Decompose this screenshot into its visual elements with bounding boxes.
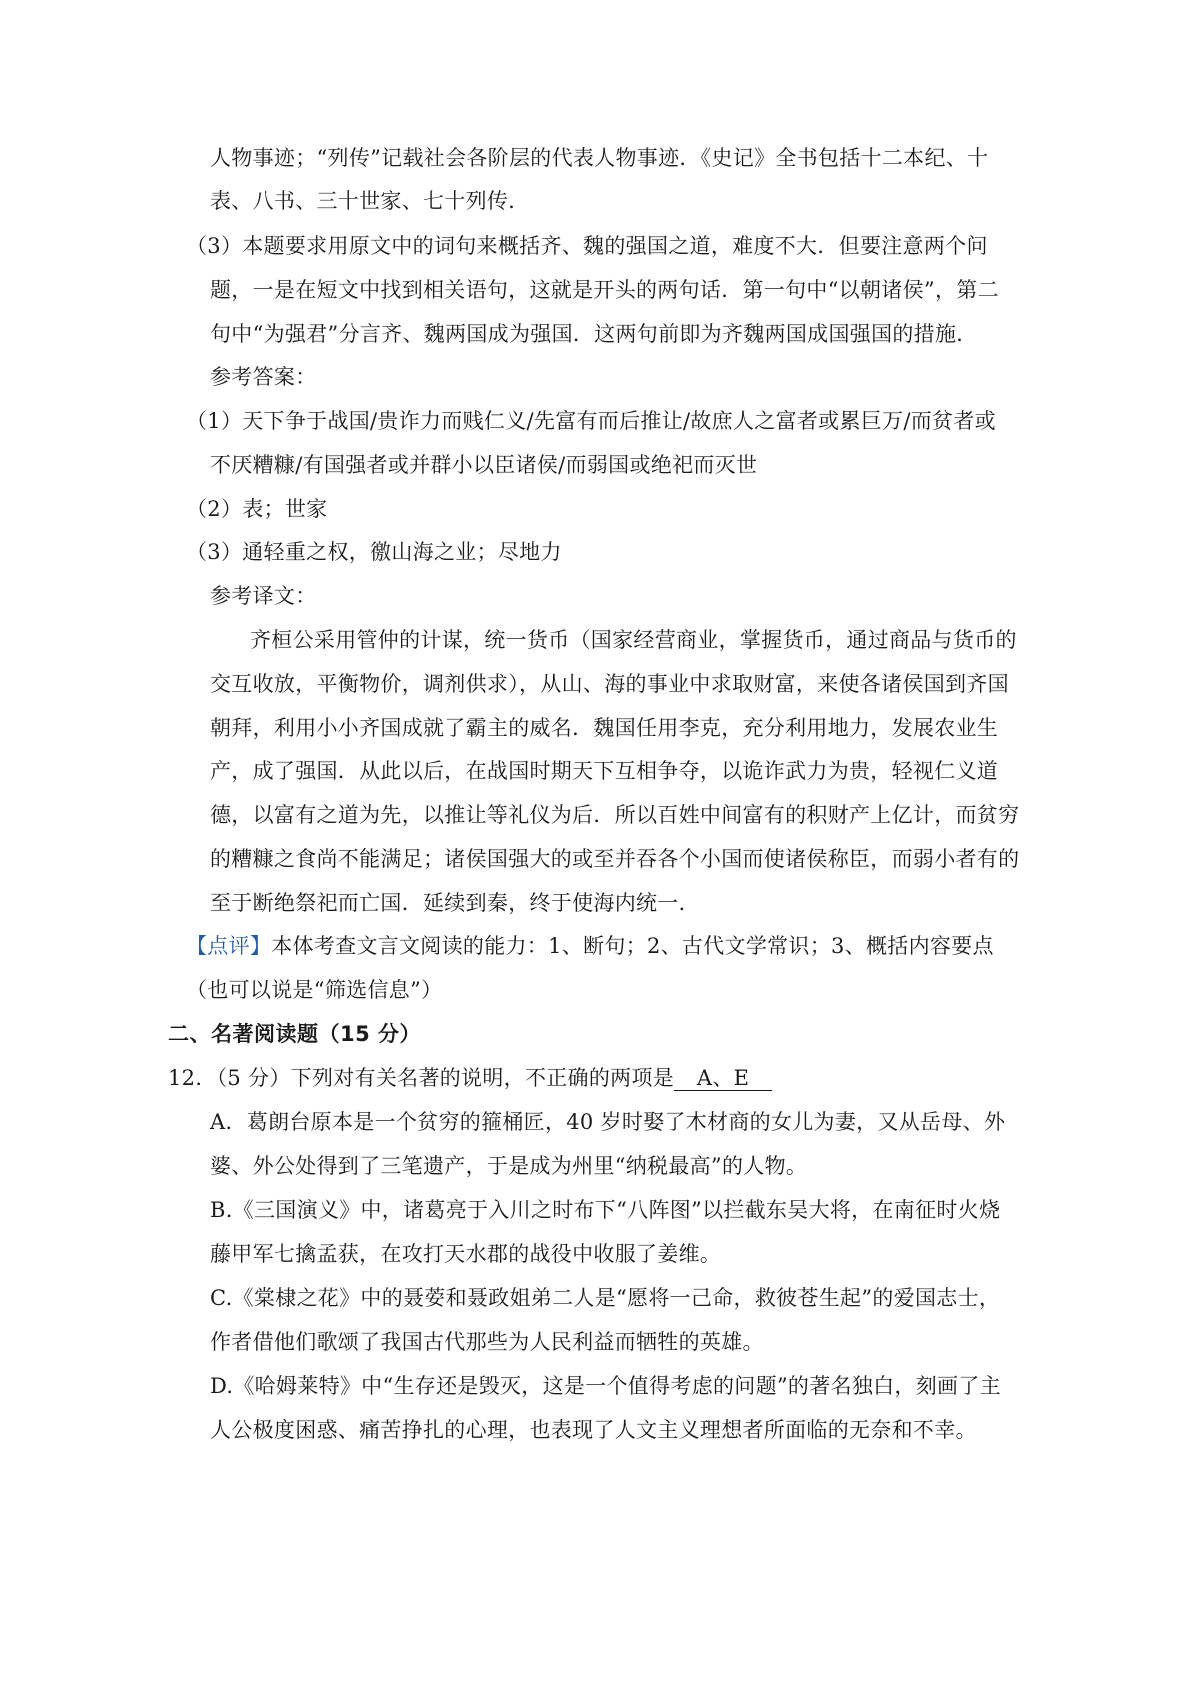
text-line: （1）天下争于战国/贵诈力而贱仁义/先富有而后推让/故庶人之富者或累巨万/而贫者或 <box>186 409 996 433</box>
question-12 <box>168 1064 772 1092</box>
text-line: 人物事迹；“列传”记载社会各阶层的代表人物事迹．《史记》全书包括十二本纪、十 <box>210 146 989 170</box>
question-12-prompt: 12．（5 分）下列对有关名著的说明，不正确的两项是 <box>168 1066 675 1090</box>
option-c-line: 作者借他们歌颂了我国古代那些为人民利益而牺牲的英雄。 <box>210 1330 764 1354</box>
text-line: 德，以富有之道为先，以推让等礼仪为后．所以百姓中间富有的积财产上亿计，而贫穷 <box>210 803 1020 827</box>
option-d-line: D.《哈姆莱特》中“生存还是毁灭，这是一个值得考虑的问题”的著名独白，刻画了主 <box>210 1374 1001 1398</box>
question-12-answer: A、E <box>674 1066 772 1091</box>
comment-line <box>186 932 994 960</box>
text-line: （3）通轻重之权，徼山海之业；尽地力 <box>186 540 562 564</box>
text-line: 产，成了强国．从此以后，在战国时期天下互相争夺，以诡诈武力为贵，轻视仁义道 <box>210 759 999 783</box>
text-line: 表、八书、三十世家、七十列传． <box>210 189 530 213</box>
option-a-line: 婆、外公处得到了三笔遗产，于是成为州里“纳税最高”的人物。 <box>210 1154 808 1178</box>
comment-tag: 【点评】 <box>186 934 272 958</box>
text-line: 至于断绝祭祀而亡国．延续到秦，终于使海内统一． <box>210 891 700 915</box>
text-line: 句中“为强君”分言齐、魏两国成为强国．这两句前即为齐魏两国成国强国的措施． <box>210 322 978 346</box>
text-line: 朝拜，利用小小齐国成就了霸主的威名．魏国任用李克，充分利用地力，发展农业生 <box>210 716 999 740</box>
section-heading: 二、名著阅读题（15 分） <box>168 1022 422 1046</box>
text-line: 题，一是在短文中找到相关语句，这就是开头的两句话．第一句中“以朝诸侯”，第二 <box>210 278 999 302</box>
text-line: 的糟糠之食尚不能满足；诸侯国强大的或至并吞各个小国而使诸侯称臣，而弱小者有的 <box>210 847 1020 871</box>
text-line: （也可以说是“筛选信息”） <box>186 978 443 1002</box>
comment-text: 本体考查文言文阅读的能力：1、断句；2、古代文学常识；3、概括内容要点 <box>271 934 994 958</box>
text-line: 交互收放，平衡物价，调剂供求），从山、海的事业中求取财富，来使各诸侯国到齐国 <box>210 672 1009 696</box>
text-line: （2）表；世家 <box>186 497 328 521</box>
option-b-line: 藤甲军七擒孟获，在攻打天水郡的战役中收服了姜维。 <box>210 1242 722 1266</box>
option-b-line: B.《三国演义》中，诸葛亮于入川之时布下“八阵图”以拦截东吴大将，在南征时火烧 <box>210 1198 1001 1222</box>
translation-heading: 参考译文： <box>210 584 317 608</box>
option-d-line: 人公极度困惑、痛苦挣扎的心理，也表现了人文主义理想者所面临的无奈和不幸。 <box>210 1418 977 1442</box>
text-line: 不厌糟糠/有国强者或并群小以臣诸侯/而弱国或绝祀而灭世 <box>210 453 758 477</box>
option-c-line: C.《棠棣之花》中的聂荌和聂政姐弟二人是“愿将一己命，救彼苍生起”的爱国志士， <box>210 1286 1001 1310</box>
text-line: 齐桓公采用管仲的计谋，统一货币（国家经营商业，掌握货币，通过商品与货币的 <box>250 628 1017 652</box>
answer-heading: 参考答案： <box>210 365 317 389</box>
option-a-line: A．葛朗台原本是一个贫穷的箍桶匠，40 岁时娶了木材商的女儿为妻，又从岳母、外 <box>210 1110 1006 1134</box>
text-line: （3）本题要求用原文中的词句来概括齐、魏的强国之道，难度不大．但要注意两个问 <box>186 234 988 258</box>
